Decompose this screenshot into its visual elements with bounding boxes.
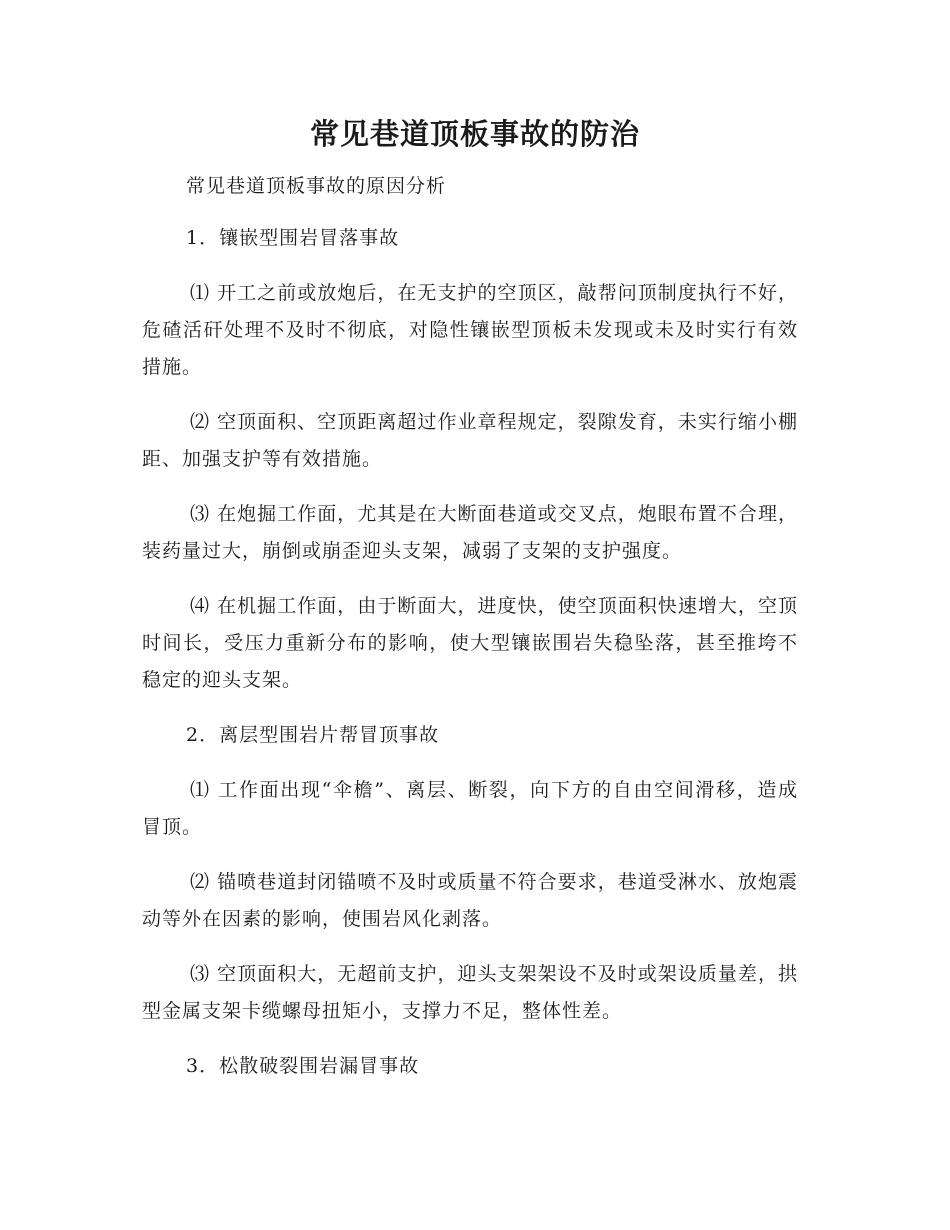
subsection-heading-3: 3．松散破裂围岩漏冒事故 [186,1055,420,1077]
paragraph-1-4: ⑷ 在机掘工作面，由于断面大，进度快，使空顶面积快速增大，空顶时间长，受压力重新分布的影响，使大型镶嵌围岩失稳坠落，甚至推垮不稳定的迎头支架。 [142,595,798,691]
subsection-heading-2: 2．离层型围岩片帮冒顶事故 [186,724,440,746]
paragraph-2-1: ⑴ 工作面出现“伞檐”、离层、断裂，向下方的自由空间滑移，造成冒顶。 [142,779,798,838]
section-heading: 常见巷道顶板事故的原因分析 [186,175,447,197]
paragraph-1-3: ⑶ 在炮掘工作面，尤其是在大断面巷道或交叉点，炮眼布置不合理，装药量过大，崩倒或崩歪迎头支架，减弱了支架的支护强度。 [142,503,798,562]
paragraph-2-2: ⑵ 锚喷巷道封闭锚喷不及时或质量不符合要求，巷道受淋水、放炮震动等外在因素的影响，使围岩风化剥落。 [142,871,798,930]
paragraph-1-1: ⑴ 开工之前或放炮后，在无支护的空顶区，敲帮问顶制度执行不好，危碴活矸处理不及时不彻底，对隐性镶嵌型顶板未发现或未及时实行有效措施。 [142,282,798,378]
paragraph-2-3: ⑶ 空顶面积大，无超前支护，迎头支架架设不及时或架设质量差，拱型金属支架卡缆螺母扭矩小，支撑力不足，整体性差。 [142,963,798,1022]
document-body [142,168,798,1085]
subsection-heading-1: 1．镶嵌型围岩冒落事故 [186,227,400,249]
document-title: 常见巷道顶板事故的防治 [309,117,640,151]
paragraph-1-2: ⑵ 空顶面积、空顶距离超过作业章程规定，裂隙发育，未实行缩小棚距、加强支护等有效措施。 [142,411,798,470]
